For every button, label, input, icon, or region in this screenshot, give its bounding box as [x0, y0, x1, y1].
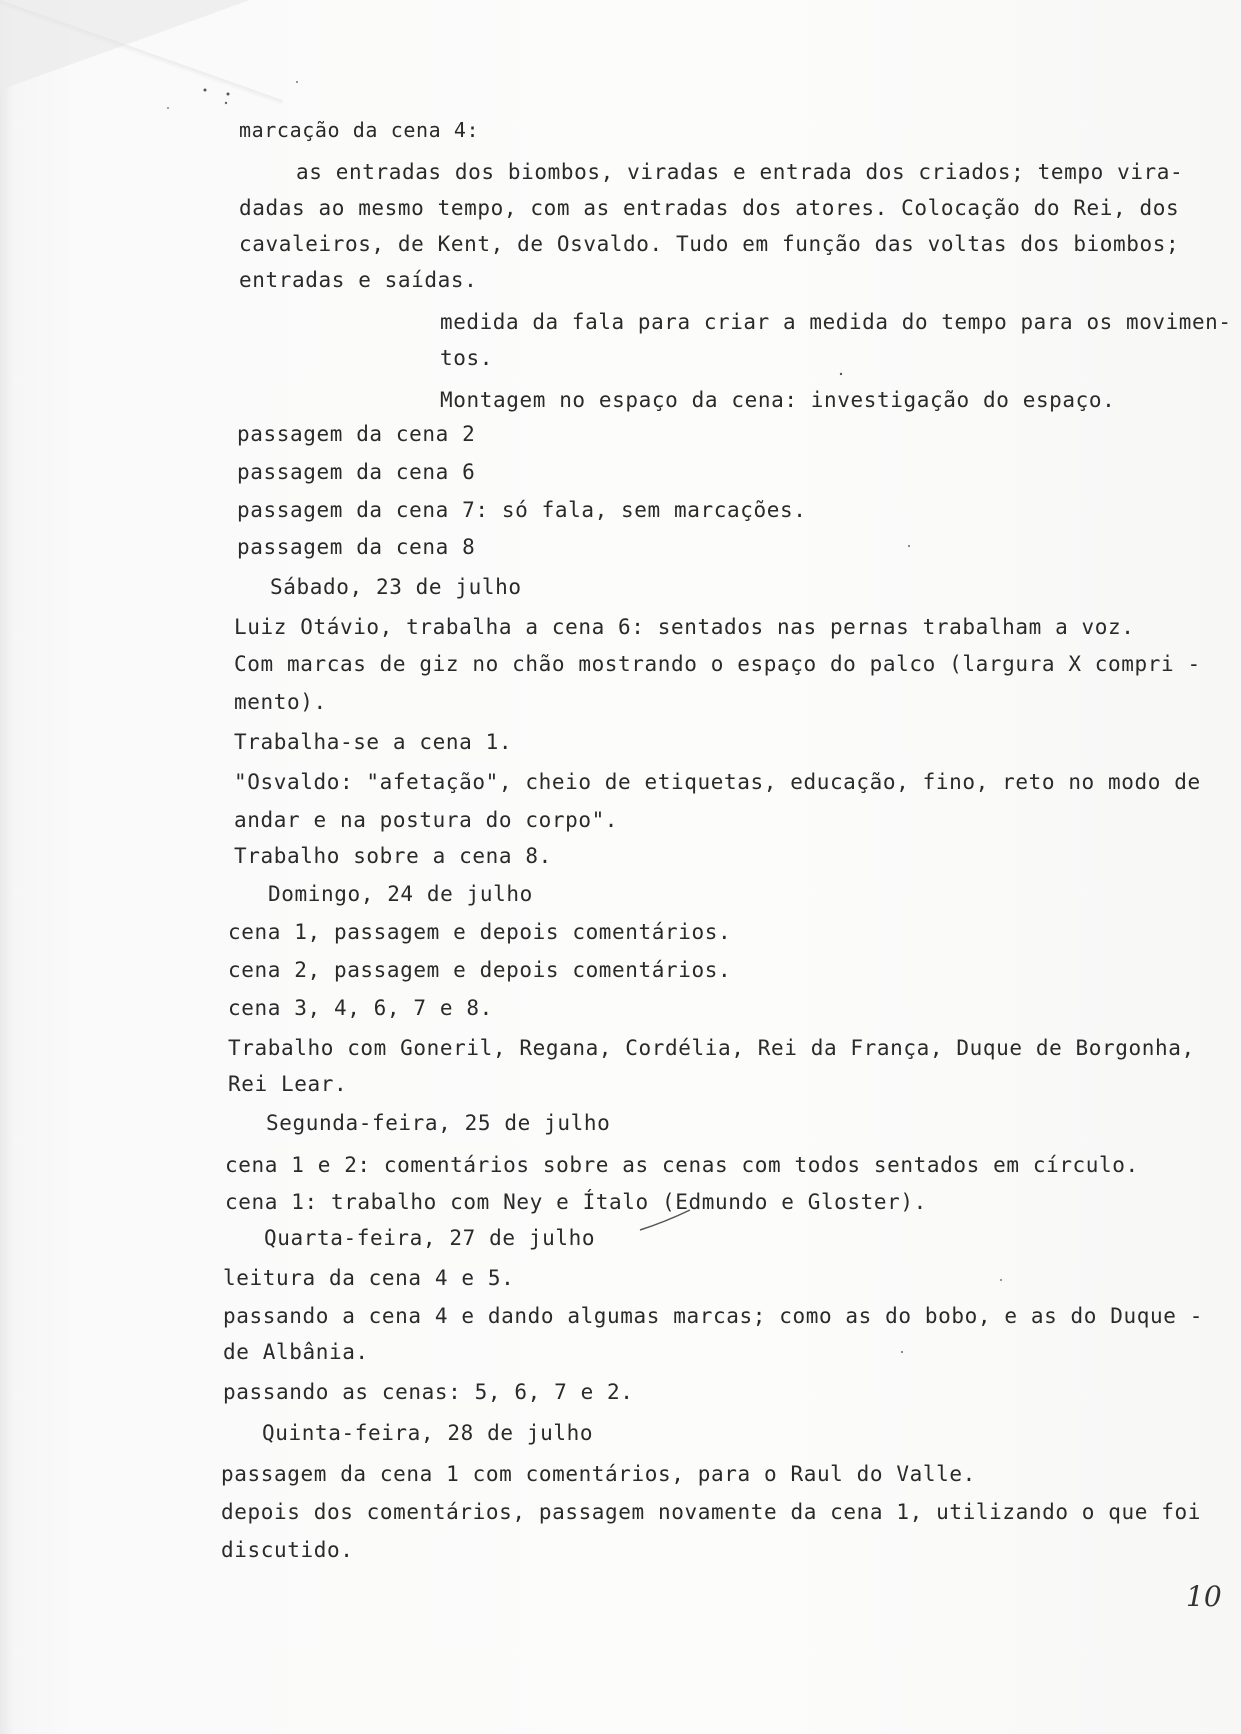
- line-2: as entradas dos biombos, viradas e entrada dos criados; tempo vira-: [296, 160, 1184, 184]
- line-34: passando as cenas: 5, 6, 7 e 2.: [223, 1380, 634, 1404]
- date-heading-segunda: Segunda-feira, 25 de julho: [266, 1111, 611, 1135]
- line-33: de Albânia.: [223, 1340, 369, 1364]
- line-1: marcação da cena 4:: [239, 118, 480, 142]
- line-15: Com marcas de giz no chão mostrando o espaço do palco (largura X compri -: [234, 652, 1201, 676]
- date-heading-quinta: Quinta-feira, 28 de julho: [262, 1421, 594, 1445]
- line-14: Luiz Otávio, trabalha a cena 6: sentados nas pernas trabalham a voz.: [234, 615, 1135, 639]
- date-heading-quarta: Quarta-feira, 27 de julho: [264, 1226, 596, 1250]
- line-19: andar e na postura do corpo".: [234, 808, 619, 832]
- line-22: cena 1, passagem e depois comentários.: [228, 920, 732, 944]
- line-5: entradas e saídas.: [239, 268, 478, 292]
- line-12: passagem da cena 8: [237, 535, 476, 559]
- line-31: leitura da cena 4 e 5.: [223, 1266, 515, 1290]
- line-28: cena 1 e 2: comentários sobre as cenas com todos sentados em círculo.: [225, 1153, 1139, 1177]
- line-18: "Osvaldo: "afetação", cheio de etiquetas, educação, fino, reto no modo de: [234, 770, 1201, 794]
- line-7: tos.: [440, 346, 493, 370]
- line-16: mento).: [234, 690, 327, 714]
- line-37: depois dos comentários, passagem novamente da cena 1, utilizando o que foi: [221, 1500, 1201, 1524]
- line-11: passagem da cena 7: só fala, sem marcações.: [237, 498, 807, 522]
- line-38: discutido.: [221, 1538, 354, 1562]
- line-23: cena 2, passagem e depois comentários.: [228, 958, 732, 982]
- line-3: dadas ao mesmo tempo, com as entradas dos atores. Colocação do Rei, dos: [239, 196, 1180, 220]
- line-25: Trabalho com Goneril, Regana, Cordélia, Rei da França, Duque de Borgonha,: [228, 1036, 1195, 1060]
- line-6: medida da fala para criar a medida do tempo para os movimen-: [440, 310, 1232, 334]
- line-36: passagem da cena 1 com comentários, para o Raul do Valle.: [221, 1462, 976, 1486]
- line-29: cena 1: trabalho com Ney e Ítalo (Edmundo e Gloster).: [225, 1190, 927, 1214]
- page-number: 10: [1186, 1580, 1222, 1613]
- date-heading-sabado: Sábado, 23 de julho: [270, 575, 522, 599]
- line-26: Rei Lear.: [228, 1072, 348, 1096]
- line-17: Trabalha-se a cena 1.: [234, 730, 513, 754]
- date-heading-domingo: Domingo, 24 de julho: [268, 882, 533, 906]
- line-10: passagem da cena 6: [237, 460, 476, 484]
- line-32: passando a cena 4 e dando algumas marcas; como as do bobo, e as do Duque -: [223, 1304, 1203, 1328]
- line-9: passagem da cena 2: [237, 422, 476, 446]
- line-20: Trabalho sobre a cena 8.: [234, 844, 552, 868]
- line-24: cena 3, 4, 6, 7 e 8.: [228, 996, 493, 1020]
- line-8: Montagem no espaço da cena: investigação do espaço.: [440, 388, 1116, 412]
- line-4: cavaleiros, de Kent, de Osvaldo. Tudo em função das voltas dos biombos;: [239, 232, 1180, 256]
